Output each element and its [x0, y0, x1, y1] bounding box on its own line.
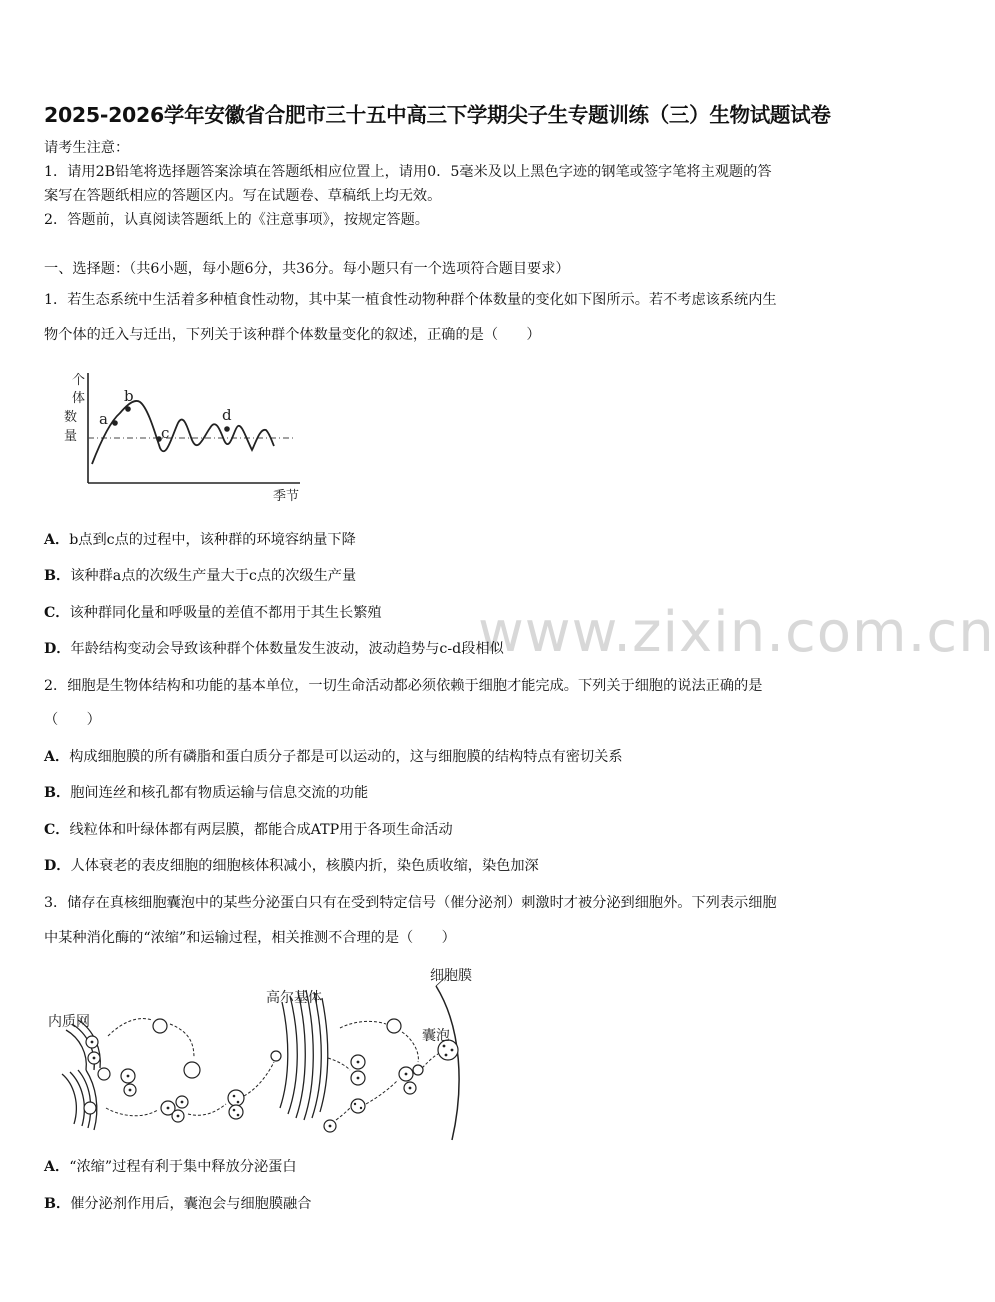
point-b-label: b: [124, 387, 134, 405]
er-label: 内质网: [48, 1014, 90, 1030]
notice-heading: 请考生注意：: [44, 140, 130, 156]
watermark: www.zixin.com.cn: [478, 600, 995, 665]
notice-item-1-line-2: 案写在答题纸相应的答题区内。写在试题卷、草稿纸上均无效。: [44, 188, 442, 204]
q2-option-d[interactable]: D．人体衰老的表皮细胞的细胞核体积减小，核膜内折，染色质收缩，染色加深: [44, 858, 539, 874]
notice-item-1-line-1: 1．请用2B铅笔将选择题答案涂填在答题纸相应位置上，请用0．5毫米及以上黑色字迹的钢笔或签字笔将主观题的答: [44, 164, 772, 180]
y-label-char-1: 个: [72, 373, 86, 388]
q1-stem-line-2: 物个体的迁入与迁出，下列关于该种群个体数量变化的叙述，正确的是（ ）: [44, 327, 541, 343]
section-heading: 一、选择题：（共6小题，每小题6分，共36分。每小题只有一个选项符合题目要求）: [44, 261, 570, 277]
notice-item-2: 2．答题前，认真阅读答题纸上的《注意事项》，按规定答题。: [44, 212, 429, 228]
page-title: 2025-2026学年安徽省合肥市三十五中高三下学期尖子生专题训练（三）生物试题试卷: [44, 103, 831, 127]
point-d-marker: [224, 426, 230, 432]
golgi-label: 高尔基体: [266, 990, 322, 1006]
q3-option-a[interactable]: A．“浓缩”过程有利于集中释放分泌蛋白: [44, 1159, 297, 1175]
q3-option-b[interactable]: B．催分泌剂作用后，囊泡会与细胞膜融合: [44, 1196, 312, 1212]
golgi-stacks: [280, 990, 328, 1120]
x-axis-label: 季节: [273, 489, 300, 504]
q1-population-figure: [60, 368, 310, 506]
q2-option-b[interactable]: B．胞间连丝和核孔都有物质运输与信息交流的功能: [44, 785, 369, 801]
vesicle-label: 囊泡: [422, 1028, 450, 1044]
q1-option-b[interactable]: B．该种群a点的次级生产量大于c点的次级生产量: [44, 568, 357, 584]
cell-membrane-curve: [436, 986, 459, 1140]
q1-option-d[interactable]: D．年龄结构变动会导致该种群个体数量发生波动，波动趋势与c-d段相似: [44, 641, 504, 657]
cell-membrane-label: 细胞膜: [430, 968, 472, 984]
transport-arrows: [106, 1019, 438, 1120]
y-label-char-4: 量: [64, 429, 78, 444]
point-a-marker: [112, 420, 118, 426]
q1-stem-line-1: 1．若生态系统中生活着多种植食性动物，其中某一植食性动物种群个体数量的变化如下图所示。若不考虑该系统内生: [44, 292, 777, 308]
q2-option-a[interactable]: A．构成细胞膜的所有磷脂和蛋白质分子都是可以运动的，这与细胞膜的结构特点有密切关系: [44, 749, 623, 765]
q1-option-a[interactable]: A．b点到c点的过程中，该种群的环境容纳量下降: [44, 532, 356, 548]
point-c-label: c: [161, 424, 170, 442]
q2-stem-line-2: （ ）: [44, 712, 101, 728]
q1-option-c[interactable]: C．该种群同化量和呼吸量的差值不都用于其生长繁殖: [44, 605, 382, 621]
q3-stem-line-1: 3．储存在真核细胞囊泡中的某些分泌蛋白只有在受到特定信号（催分泌剂）刺激时才被分泌到细胞外。下列表示细胞: [44, 895, 777, 911]
q2-stem-line-1: 2．细胞是生物体结构和功能的基本单位，一切生命活动都必须依赖于细胞才能完成。下列关于细胞的说法正确的是: [44, 678, 763, 694]
q3-stem-line-2: 中某种消化酶的“浓缩”和运输过程，相关推测不合理的是（ ）: [44, 930, 456, 946]
point-a-label: a: [99, 410, 108, 428]
point-b-marker: [125, 406, 131, 412]
point-d-label: d: [222, 406, 232, 424]
q3-secretion-figure: [44, 958, 484, 1144]
q2-option-c[interactable]: C．线粒体和叶绿体都有两层膜，都能合成ATP用于各项生命活动: [44, 822, 453, 838]
y-label-char-2: 体: [72, 391, 86, 406]
y-label-char-3: 数: [64, 410, 78, 425]
